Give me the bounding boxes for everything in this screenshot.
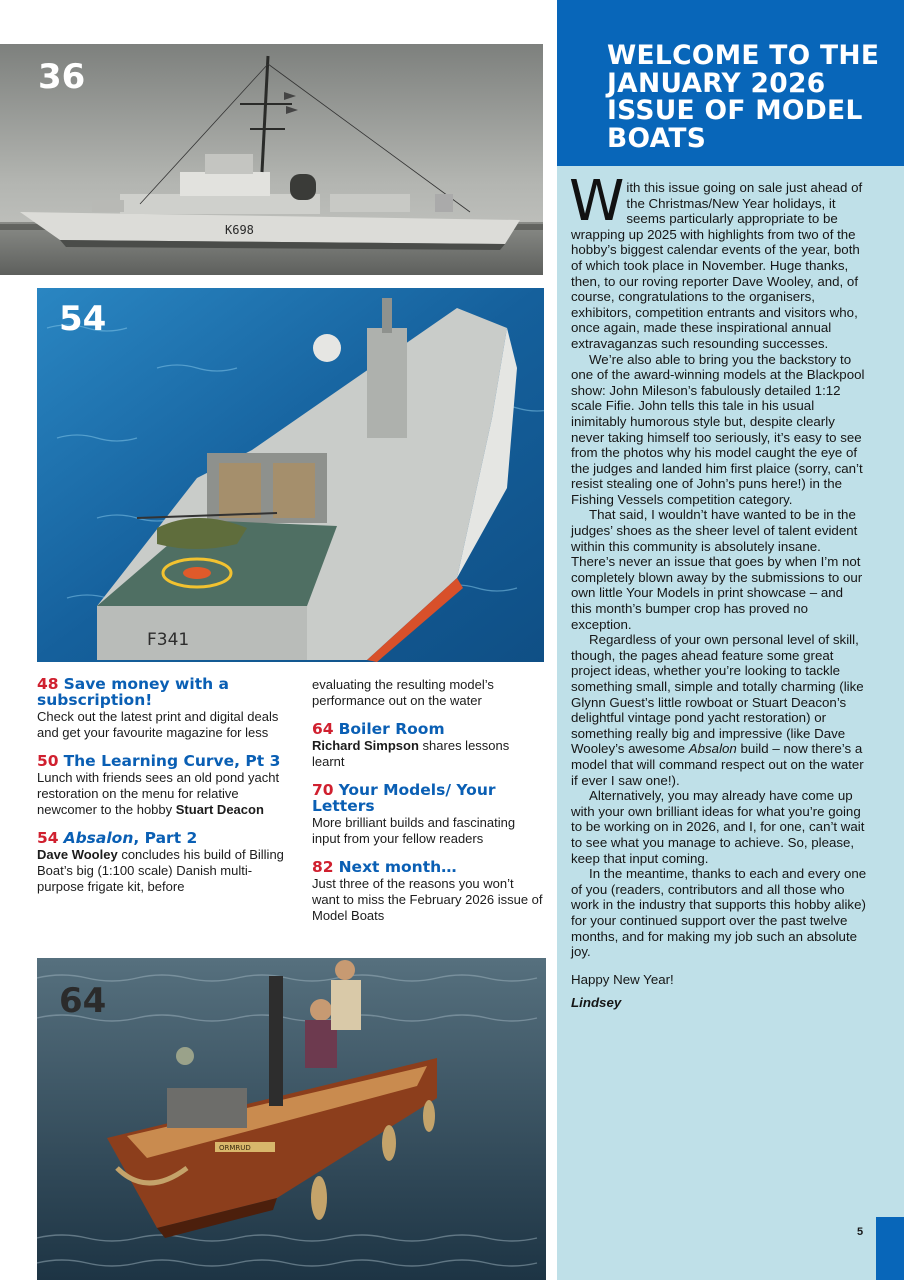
editorial-body (569, 169, 867, 1011)
contents-column-right (312, 677, 544, 936)
entry-author: Dave Wooley (37, 847, 118, 862)
editorial-signature: Lindsey (571, 995, 622, 1011)
entry-heading (312, 782, 544, 814)
page-tab-marker (876, 1217, 904, 1280)
entry-description (37, 847, 295, 895)
editorial-text: build – now there’s a model that will command respect out on the water if ever I saw one!). (571, 741, 864, 788)
entry-title: Boiler Room (338, 720, 445, 738)
editorial-italic-text: Absalon (688, 741, 737, 757)
contents-entry-48[interactable] (37, 676, 295, 741)
entry-heading (312, 721, 544, 737)
editorial-title: WELCOME TO THE JANUARY 2026 ISSUE OF MODEL BOATS (607, 40, 880, 154)
photo-frigate-f341 (37, 288, 544, 662)
editorial-text: ith this issue going on sale just ahead of the Christmas/New Year holidays, it seems particularly appropriate to be wrapping up 2025 with highlights from two of the hobby’s biggest calendar events of the year, both of which took place in November. Huge thanks, then, to our roving reporter Dave Wooley, and, of course, congratulations to the organisers, exhibitors, competition entrants and visitors who, once again, made these inspirational annual extravaganzas such resounding successes. (571, 180, 863, 351)
entry-description-text: shares lessons learnt (312, 738, 510, 769)
entry-heading (312, 859, 544, 875)
drop-cap: W (569, 169, 625, 234)
entry-description (37, 770, 295, 818)
entry-title-italic: Absalon (63, 829, 134, 847)
editorial-paragraph-4 (571, 632, 867, 788)
entry-description (312, 738, 544, 770)
editorial-paragraph-3: That said, I wouldn’t have wanted to be in the judges’ shoes as the sheer level of talent evident within this community is absolutely insane. There’s never an issue that goes by when I’m not completely blown away by the submissions to our own little Your Models in print showcase – and this month’s bumper crop has proved no exception. (571, 507, 863, 632)
editorial-text: Regardless of your own personal level of skill, though, the pages ahead feature some great project ideas, whether you’re looking to tackle something small, simple and totally charming (like Glynn Guest’s little rowboat or Stuart Deacon’s delightful vintage pond yacht restoration) or something really big and impressive (like Dave Wooley’s awesome (571, 632, 864, 757)
page-number-badge-54: 54 (59, 299, 107, 339)
entry-author: Richard Simpson (312, 738, 419, 753)
entry-page-number: 64 (312, 720, 334, 738)
editorial-paragraph-2: We’re also able to bring you the backstory to one of the award-winning models at the Blackpool show: John Mileson’s fabulously detailed 1:12 scale Fifie. John tells this tale in his usual inimitably humorous style but, despite clearly never taking himself too seriously, it’s easy to see from the photos why his model caught the eye of the judges and landed him first plaice (sorry, can’t resist stealing one of John’s puns here!) in the Fishing Vessels competition category. (571, 351, 865, 507)
editorial-paragraph-5: Alternatively, you may already have come up with your own brilliant ideas for what you’re going to be working on in 2026, and I, for one, can’t wait to see what you manage to achieve. So, please, keep that input coming. (571, 788, 865, 866)
entry-page-number: 82 (312, 858, 334, 876)
contents-entry-50[interactable] (37, 753, 295, 818)
photo-warship-k698 (0, 44, 543, 275)
entry-title: Next month… (338, 858, 457, 876)
entry-heading (37, 676, 295, 708)
entry-heading (37, 753, 295, 769)
contents-column-left (37, 676, 295, 907)
contents-entry-70[interactable] (312, 782, 544, 847)
editorial-signoff: Happy New Year! (571, 971, 674, 987)
entry-title-rest: , Part 2 (133, 829, 198, 847)
editorial-paragraph-6: In the meantime, thanks to each and every one of you (readers, contributors and all those who work in the industry that supports this hobby alike) for your continued support over the past twelve months, and for making my job such an absolute joy. (571, 866, 867, 960)
photo-steam-launch (37, 958, 546, 1280)
entry-description-text: Lunch with friends sees an old pond yacht restoration on the menu for relative newcomer to the hobby (37, 770, 280, 817)
entry-title: Save money with a subscription! (37, 675, 229, 709)
editorial-title-box (557, 0, 904, 166)
hull-code-k698: K698 (225, 223, 254, 237)
entry-author: Stuart Deacon (175, 802, 264, 817)
page-number-badge-36: 36 (38, 57, 86, 97)
entry-heading (37, 830, 295, 846)
contents-entry-82[interactable] (312, 859, 544, 924)
contents-entry-64[interactable] (312, 721, 544, 770)
entry-description: Just three of the reasons you won’t want to miss the February 2026 issue of Model Boats (312, 876, 543, 923)
page-number-badge-64: 64 (59, 981, 107, 1021)
entry-title: Your Models/ Your Letters (312, 781, 496, 815)
hull-code-f341: F341 (147, 630, 190, 650)
entry-description-text: concludes his build of Billing Boat’s big (1:100 scale) Danish multi-purpose frigate kit, before (37, 847, 284, 894)
entry-page-number: 54 (37, 829, 59, 847)
editorial-paragraph-1 (569, 169, 867, 352)
frigate-illustration (37, 288, 544, 662)
boat-name-plate: ORMRUD (219, 1144, 251, 1152)
entry-page-number: 50 (37, 752, 59, 770)
entry-title: The Learning Curve, Pt 3 (63, 752, 281, 770)
contents-entry-54-continued[interactable] (312, 677, 544, 709)
entry-description: More brilliant builds and fascinating input from your fellow readers (312, 815, 516, 846)
entry-description: Check out the latest print and digital deals and get your favourite magazine for less (37, 709, 279, 740)
entry-page-number: 48 (37, 675, 59, 693)
contents-entry-54[interactable] (37, 830, 295, 895)
entry-page-number: 70 (312, 781, 334, 799)
entry-description-continued: evaluating the resulting model’s performance out on the water (312, 677, 494, 708)
steam-launch-illustration (37, 958, 546, 1280)
page-number: 5 (857, 1226, 864, 1238)
